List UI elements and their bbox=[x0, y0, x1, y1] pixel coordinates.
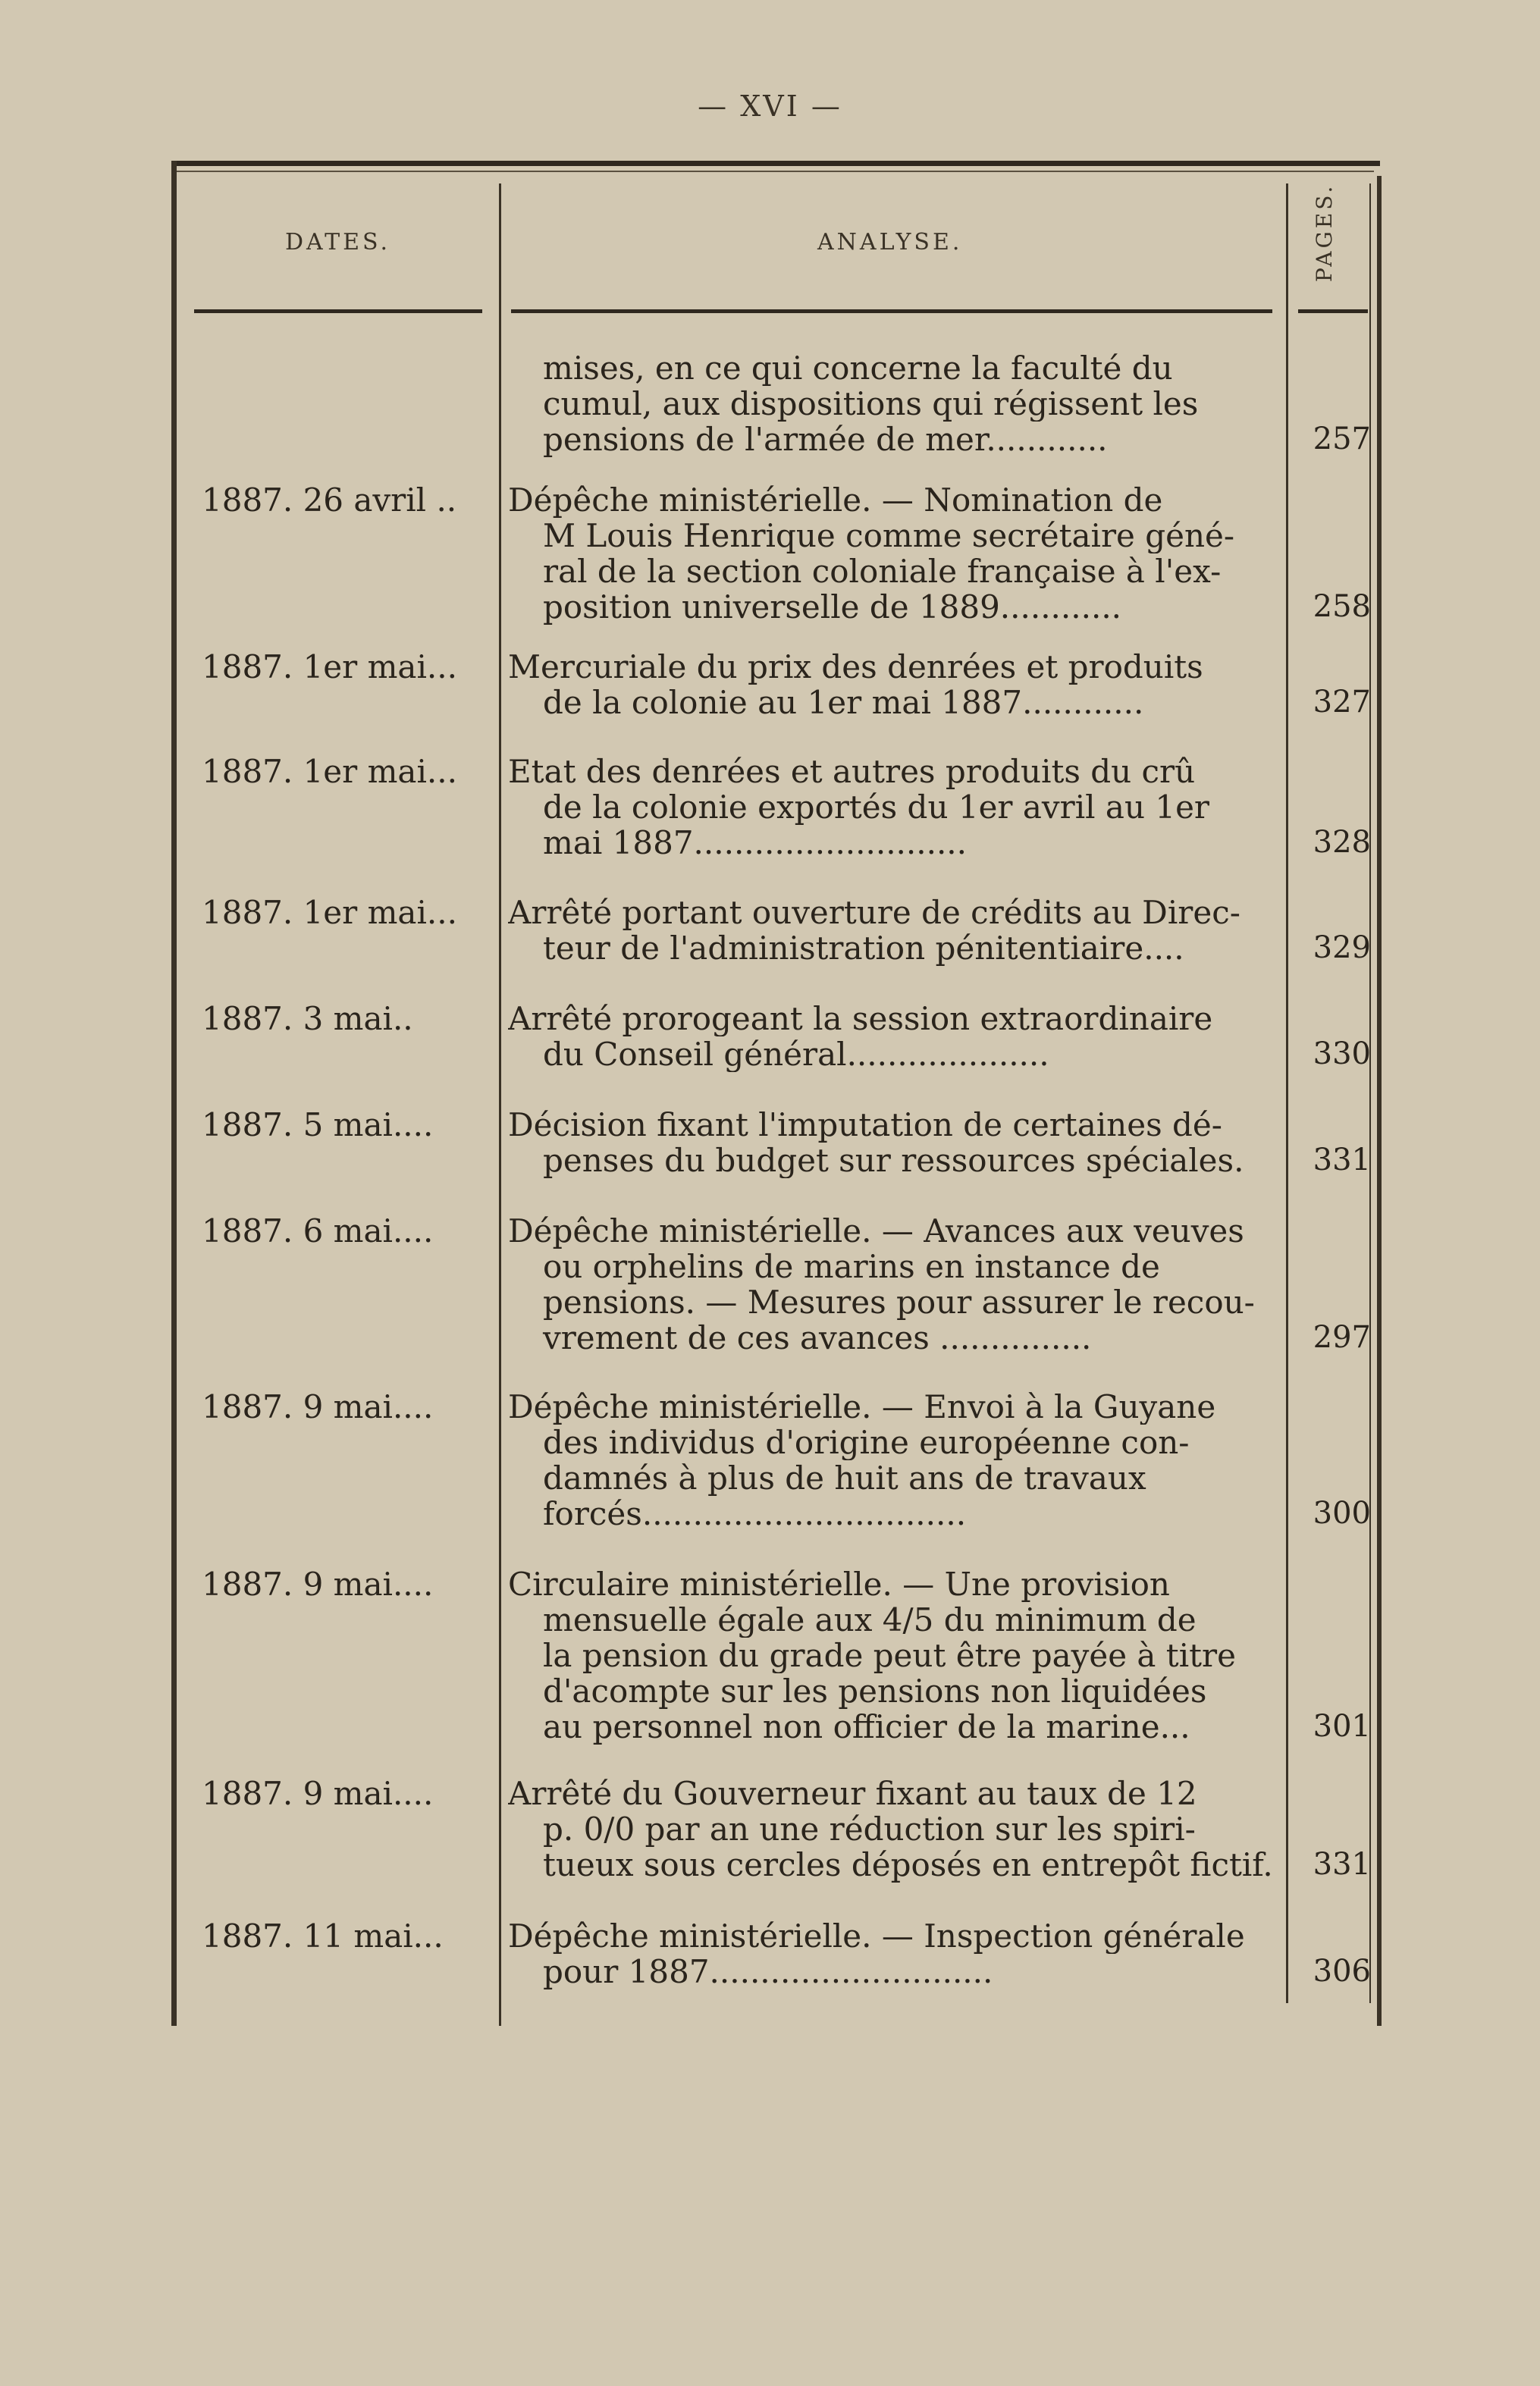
analyse-line: Dépêche ministérielle. — Avances aux veuves bbox=[508, 1213, 1244, 1249]
analyse-line: de la colonie au 1er mai 1887............ bbox=[543, 685, 1144, 720]
analyse-line: des individus d'origine européenne con- bbox=[543, 1425, 1190, 1460]
analyse-line: pensions. — Mesures pour assurer le recou- bbox=[543, 1284, 1255, 1320]
row-date: 1887. 1er mai... bbox=[202, 753, 457, 790]
analyse-line: M Louis Henrique comme secrétaire géné- bbox=[543, 518, 1235, 553]
right-border bbox=[1377, 176, 1382, 2026]
analyse-line: mensuelle égale aux 4/5 du minimum de bbox=[543, 1602, 1197, 1638]
analyse-line: Etat des denrées et autres produits du crû bbox=[508, 754, 1196, 789]
analyse-line: d'acompte sur les pensions non liquidées bbox=[543, 1673, 1207, 1709]
analyse-line: mai 1887........................... bbox=[543, 825, 968, 861]
row-page-number: 300 bbox=[1313, 1496, 1371, 1531]
row-page-number: 297 bbox=[1313, 1320, 1371, 1355]
row-analyse bbox=[508, 1918, 1284, 1989]
left-border bbox=[171, 161, 177, 2026]
analyse-line: tueux sous cercles déposés en entrepôt fictif. bbox=[543, 1847, 1273, 1883]
analyse-line: Arrêté prorogeant la session extraordinaire bbox=[508, 1001, 1213, 1036]
analyse-line: pensions de l'armée de mer............ bbox=[543, 422, 1108, 457]
analyse-line: position universelle de 1889............ bbox=[543, 589, 1122, 625]
analyse-line: ou orphelins de marins en instance de bbox=[543, 1249, 1160, 1284]
row-page-number: 257 bbox=[1313, 422, 1371, 456]
column-header-analyse: ANALYSE. bbox=[817, 229, 963, 256]
row-date: 1887. 26 avril .. bbox=[202, 481, 457, 519]
row-analyse bbox=[508, 1389, 1284, 1532]
row-page-number: 331 bbox=[1313, 1143, 1371, 1177]
analyse-line: pour 1887............................ bbox=[543, 1954, 993, 1989]
column-header-dates: DATES. bbox=[285, 229, 391, 256]
row-analyse bbox=[508, 649, 1284, 720]
row-page-number: 306 bbox=[1313, 1954, 1371, 1989]
row-analyse bbox=[508, 1213, 1284, 1356]
row-date: 1887. 9 mai.... bbox=[202, 1388, 434, 1425]
index-table bbox=[171, 161, 1382, 2026]
row-analyse bbox=[508, 1001, 1284, 1072]
row-analyse bbox=[508, 482, 1284, 625]
row-analyse bbox=[508, 1566, 1284, 1745]
row-page-number: 331 bbox=[1313, 1847, 1371, 1882]
row-date: 1887. 11 mai... bbox=[202, 1917, 444, 1955]
row-page-number: 330 bbox=[1313, 1036, 1371, 1071]
analyse-line: Arrêté portant ouverture de crédits au Direc- bbox=[508, 895, 1240, 930]
column-divider-analyse bbox=[1286, 183, 1288, 2003]
analyse-line: au personnel non officier de la marine... bbox=[543, 1709, 1190, 1745]
row-date: 1887. 3 mai.. bbox=[202, 1000, 413, 1037]
row-page-number: 329 bbox=[1313, 930, 1371, 965]
row-date: 1887. 6 mai.... bbox=[202, 1212, 434, 1249]
analyse-line: la pension du grade peut être payée à titre bbox=[543, 1638, 1236, 1673]
top-rule-thin bbox=[176, 171, 1374, 172]
top-rule bbox=[171, 161, 1380, 166]
analyse-line: Dépêche ministérielle. — Envoi à la Guyane bbox=[508, 1389, 1216, 1425]
analyse-line: ral de la section coloniale française à l'ex- bbox=[543, 553, 1222, 589]
column-header-pages: PAGES. bbox=[1312, 183, 1337, 282]
row-page-number: 301 bbox=[1313, 1709, 1371, 1744]
header-rule-analyse bbox=[511, 309, 1272, 313]
row-analyse bbox=[508, 895, 1284, 966]
row-analyse bbox=[508, 350, 1284, 457]
row-date: 1887. 9 mai.... bbox=[202, 1775, 434, 1812]
column-divider-dates bbox=[499, 183, 501, 2026]
analyse-line: Arrêté du Gouverneur fixant au taux de 12 bbox=[508, 1776, 1197, 1811]
row-page-number: 258 bbox=[1313, 589, 1371, 624]
page-number: — XVI — bbox=[698, 89, 842, 123]
analyse-line: Dépêche ministérielle. — Inspection générale bbox=[508, 1918, 1245, 1954]
row-page-number: 327 bbox=[1313, 685, 1371, 720]
row-date: 1887. 1er mai... bbox=[202, 648, 457, 685]
row-date: 1887. 1er mai... bbox=[202, 894, 457, 931]
header-rule-dates bbox=[194, 309, 482, 313]
row-date: 1887. 9 mai.... bbox=[202, 1566, 434, 1603]
analyse-line: Mercuriale du prix des denrées et produits bbox=[508, 649, 1203, 685]
analyse-line: damnés à plus de huit ans de travaux bbox=[543, 1460, 1146, 1496]
analyse-line: teur de l'administration pénitentiaire.... bbox=[543, 930, 1184, 966]
analyse-line: forcés................................ bbox=[543, 1496, 967, 1532]
analyse-line: p. 0/0 par an une réduction sur les spiri- bbox=[543, 1811, 1196, 1847]
analyse-line: Dépêche ministérielle. — Nomination de bbox=[508, 482, 1163, 518]
row-analyse bbox=[508, 1107, 1284, 1178]
analyse-line: mises, en ce qui concerne la faculté du bbox=[543, 350, 1173, 386]
analyse-line: cumul, aux dispositions qui régissent les bbox=[543, 386, 1199, 422]
analyse-line: Circulaire ministérielle. — Une provision bbox=[508, 1566, 1170, 1602]
analyse-line: du Conseil général.................... bbox=[543, 1036, 1049, 1072]
header-rule-pages bbox=[1298, 309, 1368, 313]
analyse-line: Décision fixant l'imputation de certaines dé- bbox=[508, 1107, 1222, 1143]
row-date: 1887. 5 mai.... bbox=[202, 1106, 434, 1143]
analyse-line: de la colonie exportés du 1er avril au 1er bbox=[543, 789, 1210, 825]
analyse-line: vrement de ces avances ............... bbox=[543, 1320, 1092, 1356]
row-analyse bbox=[508, 754, 1284, 861]
analyse-line: penses du budget sur ressources spéciales. bbox=[543, 1143, 1244, 1178]
row-page-number: 328 bbox=[1313, 825, 1371, 860]
row-analyse bbox=[508, 1776, 1284, 1883]
